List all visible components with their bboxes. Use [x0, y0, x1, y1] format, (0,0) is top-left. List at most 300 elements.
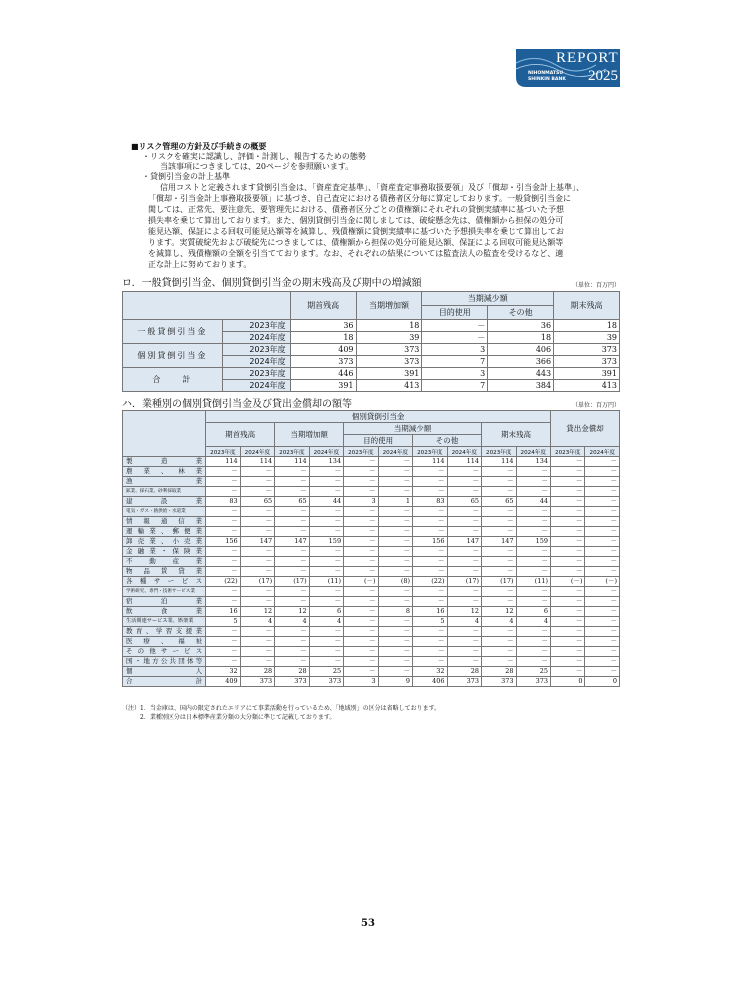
table-cell: －: [447, 517, 481, 527]
table-cell: －: [206, 517, 240, 527]
table-cell: －: [309, 507, 343, 517]
table-cell: －: [309, 477, 343, 487]
table-cell: －: [413, 507, 447, 517]
table-cell: (22): [206, 577, 240, 587]
table-cell: －: [585, 597, 620, 607]
table-cell: －: [275, 637, 309, 647]
table-cell: 443: [488, 368, 554, 380]
table-cell: －: [275, 517, 309, 527]
table-cell: －: [482, 647, 516, 657]
table-cell: －: [551, 597, 585, 607]
table1-corner: [123, 292, 291, 320]
table-cell: 36: [290, 320, 356, 332]
table-cell: －: [240, 547, 274, 557]
table-cell: 159: [309, 537, 343, 547]
table-cell: －: [447, 587, 481, 597]
table-cell: －: [551, 547, 585, 557]
table-cell: －: [516, 517, 550, 527]
table-cell: －: [206, 647, 240, 657]
year-header: 2023年度: [551, 447, 585, 457]
table-cell: 28: [482, 667, 516, 677]
table-cell: －: [585, 617, 620, 627]
table-cell: －: [482, 547, 516, 557]
table-cell: 134: [309, 457, 343, 467]
table-cell: －: [413, 597, 447, 607]
table-cell: －: [482, 557, 516, 567]
table-cell: －: [275, 477, 309, 487]
table-cell: 12: [482, 607, 516, 617]
intro-line: 損失率を乗じて算出しております。また、個別貸倒引当金に関しましては、破綻懸念先は、債権額から担保の処分可: [148, 216, 564, 225]
table-cell: －: [378, 627, 412, 637]
table-cell: －: [275, 467, 309, 477]
table-row: [123, 587, 620, 597]
table-cell: 373: [554, 356, 620, 368]
table-cell: －: [378, 587, 412, 597]
table-cell: －: [378, 537, 412, 547]
table-cell: －: [309, 587, 343, 597]
table-cell: －: [551, 467, 585, 477]
table-cell: －: [551, 647, 585, 657]
table-cell: －: [275, 527, 309, 537]
table2-corner: [123, 411, 206, 457]
table-cell: 3: [344, 497, 378, 507]
year-header: 2024年度: [447, 447, 481, 457]
table-cell: －: [344, 477, 378, 487]
table-cell: (17): [482, 577, 516, 587]
table-cell: －: [206, 567, 240, 577]
table-cell: －: [309, 517, 343, 527]
table-cell: 147: [240, 537, 274, 547]
table-cell: 114: [413, 457, 447, 467]
industry-label: その他サービス: [123, 647, 206, 657]
table-cell: －: [516, 567, 550, 577]
table-cell: 373: [275, 677, 309, 687]
table-cell: －: [551, 657, 585, 667]
table-cell: 12: [275, 607, 309, 617]
table2-header-purpose: 目的使用: [344, 435, 413, 447]
table-cell: －: [413, 547, 447, 557]
table-cell: －: [516, 547, 550, 557]
table-cell: 83: [206, 497, 240, 507]
table-cell: －: [206, 597, 240, 607]
table-cell: －: [413, 657, 447, 667]
table-cell: 6: [309, 607, 343, 617]
industry-label: 電気・ガス・熱供給・水道業: [123, 507, 206, 517]
industry-label: 個人: [123, 667, 206, 677]
table-row: [123, 647, 620, 657]
table-row: [123, 507, 620, 517]
table-cell: 44: [516, 497, 550, 507]
table-cell: －: [516, 597, 550, 607]
table-cell: －: [240, 477, 274, 487]
table-cell: －: [413, 557, 447, 567]
category-label: 一般貸倒引当金: [123, 320, 223, 344]
table2-header-writeoff: 貸出金償却: [551, 411, 620, 447]
table-cell: －: [240, 587, 274, 597]
table-cell: (17): [240, 577, 274, 587]
table-cell: 39: [356, 332, 422, 344]
table-cell: 4: [309, 617, 343, 627]
table-cell: －: [516, 467, 550, 477]
table-cell: －: [516, 477, 550, 487]
table-cell: －: [551, 487, 585, 497]
table-row: [123, 487, 620, 497]
table-cell: －: [482, 587, 516, 597]
intro-line: 信用コストと定義されます貸倒引当金は、「資産査定基準」、「資産査定事務取扱要領」及び「償却・引当金計上基準」、: [160, 183, 584, 192]
table-cell: －: [516, 627, 550, 637]
table-cell: －: [344, 627, 378, 637]
table-cell: －: [309, 527, 343, 537]
table-cell: 114: [482, 457, 516, 467]
table-cell: －: [309, 467, 343, 477]
table-cell: －: [482, 517, 516, 527]
table-cell: －: [378, 567, 412, 577]
table-cell: －: [482, 627, 516, 637]
fiscal-year-label: 2023年度: [222, 320, 290, 332]
table-cell: －: [585, 557, 620, 567]
table-cell: 391: [290, 380, 356, 392]
table-cell: －: [551, 617, 585, 627]
table-cell: 3: [422, 344, 488, 356]
table-cell: 7: [422, 380, 488, 392]
table-row: [123, 368, 620, 380]
table-cell: －: [447, 527, 481, 537]
table-cell: －: [585, 497, 620, 507]
table-row: [123, 467, 620, 477]
year-header: 2024年度: [240, 447, 274, 457]
table-cell: －: [447, 557, 481, 567]
note-1: （注）1．当金庫は、国内の限定されたエリアにて事業活動を行っているため、「地域別」の区分は省略しております。: [122, 705, 441, 712]
fiscal-year-label: 2024年度: [222, 356, 290, 368]
table-cell: －: [413, 527, 447, 537]
table-cell: －: [516, 647, 550, 657]
industry-allowance-table: [122, 410, 620, 687]
table-cell: －: [344, 557, 378, 567]
table-cell: －: [447, 657, 481, 667]
intro-line: ・貸倒引当金の計上基準: [142, 172, 230, 181]
table-cell: 373: [240, 677, 274, 687]
table-cell: 114: [240, 457, 274, 467]
table-cell: －: [482, 507, 516, 517]
table-cell: －: [413, 627, 447, 637]
table-cell: 25: [309, 667, 343, 677]
table-cell: －: [585, 637, 620, 647]
table-cell: 391: [356, 368, 422, 380]
table-cell: －: [447, 547, 481, 557]
table-cell: －: [309, 597, 343, 607]
table-cell: －: [378, 487, 412, 497]
intro-line: 正な計上に努めております。: [148, 260, 252, 269]
table-cell: －: [275, 567, 309, 577]
table-cell: －: [206, 657, 240, 667]
industry-label: 医療、福祉: [123, 637, 206, 647]
table-cell: －: [413, 647, 447, 657]
note-2: 2．業種別区分は日本標準産業分類の大分類に準じて記載しております。: [122, 714, 336, 721]
table-cell: (22): [413, 577, 447, 587]
table-cell: －: [378, 557, 412, 567]
table-cell: －: [344, 657, 378, 667]
table-cell: －: [309, 547, 343, 557]
table-cell: －: [275, 547, 309, 557]
table-cell: (－): [551, 577, 585, 587]
table1-header-beginning: 期首残高: [290, 292, 356, 320]
table-cell: 16: [206, 607, 240, 617]
table-cell: 147: [275, 537, 309, 547]
table-cell: －: [585, 567, 620, 577]
industry-label: 飲食業: [123, 607, 206, 617]
table-cell: 134: [516, 457, 550, 467]
table-cell: －: [482, 527, 516, 537]
table-cell: 18: [554, 320, 620, 332]
table-cell: －: [344, 667, 378, 677]
table-cell: －: [585, 647, 620, 657]
industry-label: 漁業: [123, 477, 206, 487]
table-cell: －: [378, 517, 412, 527]
table-cell: 446: [290, 368, 356, 380]
table-cell: 65: [482, 497, 516, 507]
table2-title: ハ．業種別の個別貸倒引当金及び貸出金償却の額等: [122, 399, 352, 410]
table-cell: 406: [413, 677, 447, 687]
table1-header-ending: 期末残高: [554, 292, 620, 320]
industry-label: 不動産業: [123, 557, 206, 567]
table-cell: －: [585, 527, 620, 537]
table-cell: 39: [554, 332, 620, 344]
table-cell: 18: [290, 332, 356, 344]
table-row: [123, 537, 620, 547]
table-cell: －: [413, 487, 447, 497]
table-cell: －: [309, 657, 343, 667]
table-row: [123, 657, 620, 667]
year-header: 2024年度: [309, 447, 343, 457]
table-row: [123, 577, 620, 587]
table-cell: 0: [551, 677, 585, 687]
industry-label: 農業、林業: [123, 467, 206, 477]
table-cell: 406: [488, 344, 554, 356]
table-cell: －: [344, 507, 378, 517]
table-cell: 25: [516, 667, 550, 677]
table-cell: 409: [290, 344, 356, 356]
table-cell: －: [447, 507, 481, 517]
table-cell: －: [206, 467, 240, 477]
table-cell: －: [240, 517, 274, 527]
intro-line: 能見込額、保証による回収可能見込額等を減算し、残債権額に貸倒実績率に基づいた予想損失率を乗じて算出してお: [148, 227, 564, 236]
table-cell: 114: [275, 457, 309, 467]
table-cell: －: [378, 637, 412, 647]
table-cell: －: [344, 487, 378, 497]
table-cell: －: [206, 477, 240, 487]
table-cell: (17): [275, 577, 309, 587]
table-cell: 373: [482, 677, 516, 687]
table-cell: －: [447, 487, 481, 497]
industry-label: 鉱業、採石業、砂利採取業: [123, 487, 206, 497]
table-cell: －: [275, 587, 309, 597]
industry-label: 教育、学習支援業: [123, 627, 206, 637]
table-cell: －: [585, 547, 620, 557]
table-cell: 3: [344, 677, 378, 687]
table-cell: 18: [356, 320, 422, 332]
table-cell: 3: [422, 368, 488, 380]
table-cell: －: [551, 517, 585, 527]
table-cell: －: [240, 527, 274, 537]
table-cell: 12: [447, 607, 481, 617]
table-cell: －: [551, 497, 585, 507]
table-cell: －: [344, 607, 378, 617]
table1-header-purpose: 目的使用: [422, 306, 488, 320]
industry-label: 卸売業、小売業: [123, 537, 206, 547]
table-cell: 44: [309, 497, 343, 507]
table-cell: 413: [356, 380, 422, 392]
bank-name-line2: SHINKIN BANK: [528, 77, 566, 82]
table-cell: 373: [309, 677, 343, 687]
table-cell: (11): [309, 577, 343, 587]
table-cell: 8: [378, 607, 412, 617]
table-cell: 4: [447, 617, 481, 627]
fiscal-year-label: 2024年度: [222, 380, 290, 392]
table-cell: －: [275, 597, 309, 607]
table-cell: 373: [356, 356, 422, 368]
table-cell: 4: [482, 617, 516, 627]
table-cell: (－): [344, 577, 378, 587]
table-cell: －: [344, 467, 378, 477]
category-label: 合 計: [123, 368, 223, 392]
table-cell: －: [585, 607, 620, 617]
table2-header-other: その他: [413, 435, 482, 447]
industry-label: 学術研究、専門・技術サービス業: [123, 587, 206, 597]
year-header: 2023年度: [206, 447, 240, 457]
table-cell: －: [516, 557, 550, 567]
report-label: REPORT: [556, 50, 619, 66]
table-cell: －: [275, 487, 309, 497]
table1-title: ロ．一般貸倒引当金、個別貸倒引当金の期末残高及び期中の増減額: [122, 278, 422, 289]
table-cell: 18: [488, 332, 554, 344]
table-cell: －: [240, 637, 274, 647]
table-cell: －: [378, 667, 412, 677]
table-cell: 36: [488, 320, 554, 332]
table1-header-decrease: 当期減少額: [422, 292, 554, 306]
table-cell: 4: [516, 617, 550, 627]
table-cell: －: [585, 667, 620, 677]
table-cell: 384: [488, 380, 554, 392]
table-cell: －: [482, 657, 516, 667]
allowance-balance-table: [122, 291, 620, 392]
table-cell: 373: [447, 677, 481, 687]
table-cell: －: [206, 487, 240, 497]
table-row: [123, 557, 620, 567]
table-row: [123, 607, 620, 617]
table-cell: －: [378, 597, 412, 607]
table-cell: －: [585, 537, 620, 547]
table-cell: －: [516, 487, 550, 497]
table-row: [123, 344, 620, 356]
table-row: [123, 567, 620, 577]
table-cell: －: [413, 467, 447, 477]
table-cell: 65: [275, 497, 309, 507]
table-cell: －: [378, 477, 412, 487]
risk-policy-heading: ■リスク管理の方針及び手続きの概要: [131, 141, 267, 151]
table-cell: －: [240, 647, 274, 657]
table-cell: 373: [356, 344, 422, 356]
table-cell: －: [240, 597, 274, 607]
table-cell: －: [585, 487, 620, 497]
table-cell: －: [413, 567, 447, 577]
table-row: [123, 627, 620, 637]
industry-label: 製造業: [123, 457, 206, 467]
industry-label: 各種サービス: [123, 577, 206, 587]
table-cell: －: [413, 477, 447, 487]
table-cell: －: [585, 477, 620, 487]
industry-label: 運輸業、郵便業: [123, 527, 206, 537]
bank-name: [528, 71, 588, 83]
table-cell: －: [309, 637, 343, 647]
table-cell: －: [551, 587, 585, 597]
table-cell: －: [482, 637, 516, 647]
table-cell: －: [516, 637, 550, 647]
table-cell: (11): [516, 577, 550, 587]
table-cell: 159: [516, 537, 550, 547]
table-cell: －: [206, 507, 240, 517]
table-cell: －: [551, 507, 585, 517]
table-cell: 373: [554, 344, 620, 356]
table-cell: 4: [240, 617, 274, 627]
table-cell: 373: [290, 356, 356, 368]
year-header: 2023年度: [482, 447, 516, 457]
table2-header-group: 個別貸倒引当金: [206, 411, 551, 423]
table-cell: －: [585, 457, 620, 467]
bank-name-line1: NIHONMATSU: [528, 71, 564, 76]
table-cell: －: [585, 657, 620, 667]
table-cell: －: [413, 517, 447, 527]
table-cell: 65: [240, 497, 274, 507]
category-label: 個別貸倒引当金: [123, 344, 223, 368]
intro-line: ります。実質破綻先および破綻先につきましては、債権額から担保の処分可能見込額、保証による回収可能見込額等: [148, 238, 564, 247]
table-cell: －: [585, 507, 620, 517]
intro-line: ・リスクを確実に認識し、評価・計測し、報告するための態勢: [142, 152, 366, 161]
table-cell: 28: [275, 667, 309, 677]
table1-unit: （単位：百万円）: [572, 282, 621, 289]
table-cell: －: [275, 557, 309, 567]
intro-line: 関しては、正常先、要注意先、要管理先における、債務者区分ごとの債権額にそれぞれの貸倒実績率に基づいた予想: [148, 205, 564, 214]
table-cell: －: [516, 507, 550, 517]
table-cell: －: [344, 637, 378, 647]
table-cell: －: [309, 557, 343, 567]
report-year: 2025: [588, 68, 618, 84]
table2-header-increase: 当期増加額: [275, 423, 344, 447]
table-cell: 32: [206, 667, 240, 677]
table-row: [123, 517, 620, 527]
table-cell: 28: [240, 667, 274, 677]
table-cell: －: [344, 527, 378, 537]
table-cell: －: [551, 537, 585, 547]
fiscal-year-label: 2024年度: [222, 332, 290, 344]
table-cell: 28: [447, 667, 481, 677]
table-cell: －: [275, 627, 309, 637]
year-header: 2024年度: [585, 447, 620, 457]
table-row: [123, 597, 620, 607]
fiscal-year-label: 2023年度: [222, 368, 290, 380]
intro-line: 「償却・引当金計上事務取扱要領」に基づき、自己査定における債務者区分毎に算定しております。一般貸倒引当金に: [148, 194, 572, 203]
industry-label: 建設業: [123, 497, 206, 507]
industry-label: 物品賃貸業: [123, 567, 206, 577]
table2-header-beginning: 期首残高: [206, 423, 275, 447]
table-cell: －: [516, 657, 550, 667]
table-cell: －: [309, 567, 343, 577]
year-header: 2024年度: [516, 447, 550, 457]
table-cell: －: [482, 597, 516, 607]
table-cell: －: [240, 487, 274, 497]
industry-label: 宿泊業: [123, 597, 206, 607]
table-cell: －: [206, 637, 240, 647]
table-cell: －: [240, 507, 274, 517]
